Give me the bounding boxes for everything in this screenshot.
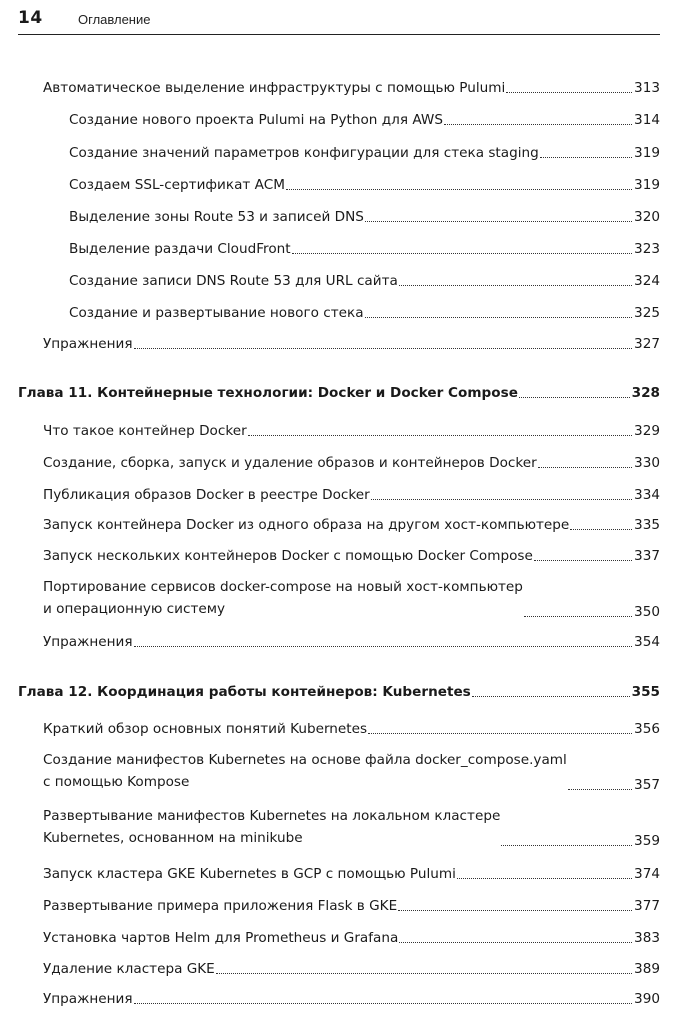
toc-entry[interactable]	[43, 930, 660, 946]
dot-leader	[398, 910, 632, 911]
dot-leader	[534, 560, 632, 561]
toc-entry[interactable]	[69, 145, 660, 161]
dot-leader	[524, 616, 632, 617]
toc-entry-title: Публикация образов Docker в реестре Docker	[43, 487, 370, 503]
chapter-page: 355	[631, 684, 660, 700]
chapter-title: Глава 12. Координация работы контейнеров: Kubernetes	[18, 684, 471, 700]
toc-entry-page: 390	[634, 991, 660, 1007]
toc-entry-title: Создание нового проекта Pulumi на Python для AWS	[69, 112, 443, 128]
toc-entry[interactable]	[43, 805, 660, 849]
toc-entry[interactable]	[69, 273, 660, 289]
dot-leader	[501, 845, 632, 846]
dot-leader	[368, 733, 632, 734]
toc-entry-page: 389	[634, 961, 660, 977]
toc-entry-title-line: с помощью Kompose	[43, 774, 190, 790]
toc-entry[interactable]	[43, 961, 660, 977]
toc-entry[interactable]	[43, 898, 660, 914]
toc-entry-title-line: и операционную систему	[43, 601, 226, 617]
dot-leader	[371, 499, 632, 500]
dot-leader	[540, 157, 632, 158]
toc-entry-title: Развертывание примера приложения Flask в GKE	[43, 898, 398, 914]
dot-leader	[292, 253, 632, 254]
dot-leader	[570, 529, 632, 530]
toc-entry-title: Запуск нескольких контейнеров Docker с помощью Docker Compose	[43, 548, 533, 564]
toc-entry-title-line: Развертывание манифестов Kubernetes на локальном кластере	[43, 808, 501, 824]
chapter-title: Глава 11. Контейнерные технологии: Docker и Docker Compose	[18, 385, 518, 401]
dot-leader	[365, 221, 632, 222]
toc-entry[interactable]	[43, 866, 660, 882]
toc-entry-title: Установка чартов Helm для Prometheus и Grafana	[43, 930, 399, 946]
toc-entry-title: Упражнения	[43, 336, 133, 352]
dot-leader	[568, 789, 632, 790]
toc-entry-page: 319	[634, 145, 660, 161]
dot-leader	[134, 348, 633, 349]
toc-entry[interactable]	[69, 177, 660, 193]
toc-entry-page: 324	[634, 273, 660, 289]
toc-entry[interactable]	[43, 634, 660, 650]
toc-entry[interactable]	[43, 423, 660, 439]
toc-entry[interactable]	[43, 721, 660, 737]
toc-entry[interactable]	[43, 487, 660, 503]
toc-entry-title	[43, 576, 523, 620]
toc-chapter-12[interactable]	[18, 684, 660, 700]
toc-entry-title	[43, 749, 567, 793]
toc-entry-page: 354	[634, 634, 660, 650]
toc-entry-page: 356	[634, 721, 660, 737]
toc-entry-page: 337	[634, 548, 660, 564]
toc-entry-page: 350	[634, 604, 660, 620]
toc-entry-page: 327	[634, 336, 660, 352]
toc-entry-page: 357	[634, 777, 660, 793]
dot-leader	[286, 189, 632, 190]
dot-leader	[248, 435, 632, 436]
toc-entry-title: Создание значений параметров конфигурации для стека staging	[69, 145, 539, 161]
toc-entry[interactable]	[43, 336, 660, 352]
toc-entry-page: 374	[634, 866, 660, 882]
toc-entry-page: 320	[634, 209, 660, 225]
toc-entry[interactable]	[69, 209, 660, 225]
toc-entry-page: 335	[634, 517, 660, 533]
toc-entry-page: 330	[634, 455, 660, 471]
toc-entry-title: Удаление кластера GKE	[43, 961, 215, 977]
toc-entry[interactable]	[43, 548, 660, 564]
dot-leader	[134, 1003, 633, 1004]
dot-leader	[472, 696, 630, 697]
toc-entry-page: 313	[634, 80, 660, 96]
toc-entry-title: Создание и развертывание нового стека	[69, 305, 364, 321]
toc-entry[interactable]	[43, 991, 660, 1007]
toc-entry-page: 383	[634, 930, 660, 946]
running-title: Оглавление	[78, 12, 151, 27]
toc-entry-title: Запуск контейнера Docker из одного образа на другом хост-компьютере	[43, 517, 570, 533]
toc-entry[interactable]	[43, 455, 660, 471]
toc-entry-title: Создаем SSL-сертификат ACM	[69, 177, 285, 193]
dot-leader	[399, 942, 632, 943]
dot-leader	[519, 397, 630, 398]
toc-entry-page: 325	[634, 305, 660, 321]
toc-entry-title: Краткий обзор основных понятий Kubernetes	[43, 721, 368, 737]
toc-entry[interactable]	[69, 112, 660, 128]
toc-entry-page: 329	[634, 423, 660, 439]
toc-entry-page: 323	[634, 241, 660, 257]
toc-entry[interactable]	[43, 576, 660, 620]
chapter-page: 328	[631, 385, 660, 401]
toc-entry-title-line: Создание манифестов Kubernetes на основе файла docker_compose.yaml	[43, 752, 567, 768]
toc-entry-title: Создание записи DNS Route 53 для URL сайта	[69, 273, 398, 289]
toc-entry-page: 377	[634, 898, 660, 914]
toc-entry-title: Упражнения	[43, 991, 133, 1007]
dot-leader	[365, 317, 633, 318]
toc-entry-title: Запуск кластера GKE Kubernetes в GCP с помощью Pulumi	[43, 866, 456, 882]
dot-leader	[444, 124, 632, 125]
toc-entry-title-line: Kubernetes, основанном на minikube	[43, 830, 303, 846]
dot-leader	[216, 973, 632, 974]
toc-entry-title: Выделение раздачи CloudFront	[69, 241, 291, 257]
toc-entry[interactable]	[43, 749, 660, 793]
toc-entry-page: 359	[634, 833, 660, 849]
toc-entry-title	[43, 805, 500, 849]
toc-entry-page: 334	[634, 487, 660, 503]
toc-entry-title-line: Портирование сервисов docker-compose на новый хост-компьютер	[43, 579, 523, 595]
toc-entry-title: Автоматическое выделение инфраструктуры с помощью Pulumi	[43, 80, 506, 96]
dot-leader	[399, 285, 632, 286]
toc-entry[interactable]	[69, 241, 660, 257]
toc-entry-title: Создание, сборка, запуск и удаление образов и контейнеров Docker	[43, 455, 537, 471]
toc-entry[interactable]	[43, 517, 660, 533]
dot-leader	[506, 92, 632, 93]
dot-leader	[134, 646, 633, 647]
toc-entry-title: Упражнения	[43, 634, 133, 650]
toc-entry[interactable]	[69, 305, 660, 321]
toc-entry-page: 314	[634, 112, 660, 128]
toc-chapter-11[interactable]	[18, 385, 660, 401]
dot-leader	[538, 467, 632, 468]
toc-entry-title: Что такое контейнер Docker	[43, 423, 247, 439]
toc-entry-page: 319	[634, 177, 660, 193]
toc-entry[interactable]	[43, 80, 660, 96]
toc-entry-title: Выделение зоны Route 53 и записей DNS	[69, 209, 364, 225]
dot-leader	[457, 878, 632, 879]
page-number: 14	[18, 8, 43, 28]
